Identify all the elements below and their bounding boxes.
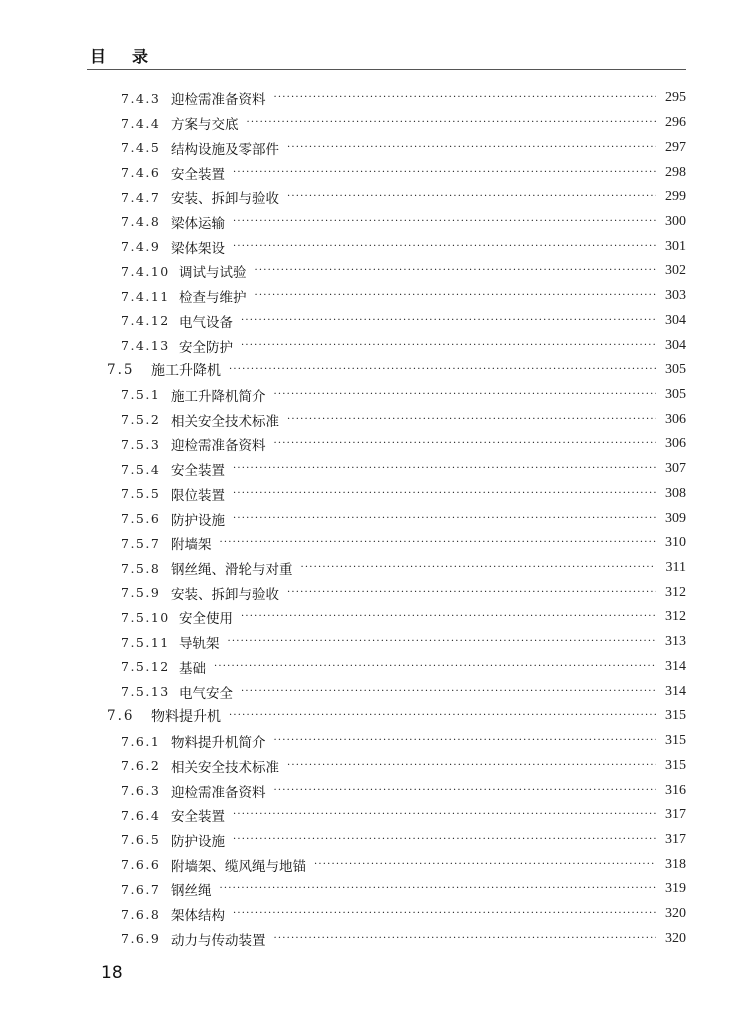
toc-entry-page: 312: [665, 609, 686, 625]
toc-subsection-entry[interactable]: [121, 432, 686, 457]
toc-entry-page: 303: [665, 288, 686, 304]
dot-leader: [287, 143, 656, 153]
toc-subsection-entry[interactable]: [121, 333, 686, 358]
toc-entry-number: 7.6.7: [121, 881, 161, 897]
toc-entry-title: 架体结构: [171, 908, 225, 925]
dot-leader: [228, 637, 657, 647]
dot-leader: [274, 439, 657, 449]
toc-entry-title: 附墙架、缆风绳与地锚: [171, 858, 306, 875]
toc-subsection-entry[interactable]: [121, 111, 686, 136]
toc-entry-number: 7.5.10: [121, 609, 170, 625]
toc-entry-number: 7.6.1: [121, 733, 161, 749]
toc-entry-title: 附墙架: [171, 537, 212, 554]
toc-entry-page: 320: [665, 906, 686, 922]
toc-subsection-entry[interactable]: [121, 753, 686, 778]
dot-leader: [255, 291, 657, 301]
toc-entry-title: 物料提升机: [151, 709, 221, 726]
toc-entry-title: 迎检需准备资料: [171, 784, 266, 801]
toc-subsection-entry[interactable]: [121, 630, 686, 655]
toc-entry-page: 317: [665, 831, 686, 847]
dot-leader: [241, 316, 656, 326]
dot-leader: [287, 192, 656, 202]
dot-leader: [241, 341, 656, 351]
toc-subsection-entry[interactable]: [121, 284, 686, 309]
toc-section-entry[interactable]: [107, 704, 686, 729]
toc-entry-page: 317: [665, 807, 686, 823]
toc-entry-number: 7.6.4: [121, 807, 161, 823]
toc-subsection-entry[interactable]: [121, 531, 686, 556]
toc-entry-page: 300: [665, 213, 686, 229]
toc-subsection-entry[interactable]: [121, 383, 686, 408]
dot-leader: [220, 538, 657, 548]
dot-leader: [220, 884, 657, 894]
toc-entry-number: 7.5.6: [121, 511, 161, 527]
toc-entry-number: 7.6.3: [121, 783, 161, 798]
toc-subsection-entry[interactable]: [121, 86, 686, 111]
toc-entry-number: 7.5.2: [121, 412, 161, 428]
toc-entry-number: 7.4.11: [121, 288, 170, 304]
toc-entry-number: 7.4.4: [121, 115, 161, 131]
toc-entry-title: 调试与试验: [179, 265, 247, 282]
toc-entry-number: 7.4.10: [121, 263, 170, 279]
dot-leader: [301, 563, 657, 573]
toc-entry-number: 7.4.13: [121, 338, 170, 354]
toc-subsection-entry[interactable]: [121, 778, 686, 803]
toc-subsection-entry[interactable]: [121, 135, 686, 160]
toc-entry-page: 318: [665, 856, 686, 872]
toc-entry-number: 7.6.5: [121, 832, 161, 848]
toc-entry-number: 7.4.9: [121, 239, 161, 255]
toc-subsection-entry[interactable]: [121, 308, 686, 333]
toc-entry-page: 314: [665, 683, 686, 699]
toc-entry-title: 动力与传动装置: [171, 932, 266, 949]
toc-entry-page: 304: [665, 312, 686, 328]
toc-entry-number: 7.5.9: [121, 585, 161, 601]
toc-subsection-entry[interactable]: [121, 926, 686, 951]
toc-entry-page: 315: [665, 757, 686, 773]
toc-entry-number: 7.6.9: [121, 931, 161, 947]
toc-entry-title: 钢丝绳: [171, 883, 212, 900]
toc-entry-page: 309: [665, 510, 686, 526]
toc-entry-page: 297: [665, 139, 686, 155]
toc-entry-number: 7.6.8: [121, 906, 161, 922]
toc-entry-number: 7.5.1: [121, 387, 161, 403]
toc-subsection-entry[interactable]: [121, 580, 686, 605]
toc-entry-page: 302: [665, 263, 686, 279]
toc-entry-title: 施工升降机简介: [171, 388, 266, 405]
toc-entry-title: 安全防护: [179, 339, 233, 356]
toc-subsection-entry[interactable]: [121, 160, 686, 185]
toc-entry-page: 306: [665, 411, 686, 427]
toc-entry-title: 相关安全技术标准: [171, 759, 279, 776]
toc-entry-page: 316: [665, 782, 686, 798]
dot-leader: [255, 266, 657, 276]
dot-leader: [241, 612, 656, 622]
toc-entry-number: 7.5.12: [121, 659, 170, 675]
toc-subsection-entry[interactable]: [121, 828, 686, 853]
toc-subsection-entry[interactable]: [121, 506, 686, 531]
toc-subsection-entry[interactable]: [121, 605, 686, 630]
dot-leader: [314, 860, 656, 870]
dot-leader: [233, 168, 656, 178]
toc-entry-page: 299: [665, 189, 686, 205]
toc-entry-page: 311: [665, 560, 686, 576]
dot-leader: [247, 118, 657, 128]
toc-entry-title: 迎检需准备资料: [171, 92, 266, 109]
dot-leader: [241, 687, 656, 697]
toc-entry-number: 7.5.11: [121, 634, 170, 650]
toc-subsection-entry[interactable]: [121, 482, 686, 507]
toc-subsection-entry[interactable]: [121, 407, 686, 432]
dot-leader: [233, 242, 656, 252]
dot-leader: [233, 514, 656, 524]
toc-entry-number: 7.4.3: [121, 90, 161, 106]
toc-subsection-entry[interactable]: [121, 234, 686, 259]
toc-entry-title: 电气设备: [179, 314, 233, 331]
toc-subsection-entry[interactable]: [121, 729, 686, 754]
toc-entry-title: 梁体架设: [171, 240, 225, 257]
toc-entry-page: 314: [665, 658, 686, 674]
dot-leader: [233, 217, 656, 227]
toc-entry-title: 防护设施: [171, 512, 225, 529]
toc-entry-page: 315: [665, 733, 686, 749]
dot-leader: [274, 736, 657, 746]
page-number: 18: [101, 963, 123, 983]
toc-entry-number: 7.5.7: [121, 535, 161, 551]
toc-entry-title: 安装、拆卸与验收: [171, 191, 279, 208]
dot-leader: [229, 711, 656, 721]
dot-leader: [214, 662, 656, 672]
toc-entry-title: 物料提升机简介: [171, 735, 266, 752]
dot-leader: [274, 93, 657, 103]
dot-leader: [233, 489, 656, 499]
toc-entry-title: 施工升降机: [151, 363, 221, 380]
dot-leader: [287, 415, 656, 425]
toc-entry-page: 301: [665, 238, 686, 254]
toc-subsection-entry[interactable]: [121, 556, 686, 581]
toc-entry-page: 310: [665, 535, 686, 551]
toc-entry-number: 7.4.5: [121, 140, 161, 156]
toc-entry-page: 315: [665, 708, 686, 724]
toc-entry-title: 方案与交底: [171, 117, 239, 134]
toc-entry-number: 7.5.13: [121, 684, 170, 700]
toc-subsection-entry[interactable]: [121, 457, 686, 482]
toc-entry-number: 7.5.4: [121, 461, 161, 477]
toc-entry-number: 7.4.12: [121, 313, 170, 329]
toc-entry-number: 7.5: [107, 362, 135, 379]
dot-leader: [274, 786, 657, 796]
dot-leader: [233, 909, 656, 919]
toc-entry-title: 相关安全技术标准: [171, 413, 279, 430]
toc-entry-title: 电气安全: [179, 685, 233, 702]
toc-entry-title: 防护设施: [171, 833, 225, 850]
toc-entry-page: 305: [665, 362, 686, 378]
dot-leader: [287, 761, 656, 771]
toc-entry-title: 导轨架: [179, 636, 220, 653]
toc-entry-page: 320: [665, 930, 686, 946]
toc-entry-page: 298: [665, 164, 686, 180]
toc-entry-title: 梁体运输: [171, 215, 225, 232]
page-title: 目录: [90, 47, 175, 66]
toc-entry-title: 检查与维护: [179, 290, 247, 307]
toc-subsection-entry[interactable]: [121, 852, 686, 877]
dot-leader: [233, 464, 656, 474]
toc-entry-number: 7.6.6: [121, 857, 161, 873]
toc-subsection-entry[interactable]: [121, 902, 686, 927]
dot-leader: [229, 365, 656, 375]
toc-subsection-entry[interactable]: [121, 210, 686, 235]
toc-entry-page: 308: [665, 485, 686, 501]
toc-subsection-entry[interactable]: [121, 185, 686, 210]
toc-entry-page: 296: [665, 115, 686, 131]
toc-entry-number: 7.6.2: [121, 758, 161, 774]
dot-leader: [287, 588, 656, 598]
toc-entry-number: 7.5.5: [121, 486, 161, 502]
toc-entry-page: 319: [665, 881, 686, 897]
toc-entry-number: 7.4.6: [121, 165, 161, 180]
toc-entry-number: 7.6: [107, 708, 135, 725]
page-header: [90, 44, 686, 70]
toc-entry-page: 306: [665, 436, 686, 452]
toc-subsection-entry[interactable]: [121, 259, 686, 284]
toc-entry-number: 7.4.8: [121, 214, 161, 230]
toc-entry-page: 305: [665, 386, 686, 402]
toc-entry-number: 7.4.7: [121, 189, 161, 205]
toc-subsection-entry[interactable]: [121, 679, 686, 704]
toc-entry-page: 304: [665, 337, 686, 353]
dot-leader: [233, 835, 656, 845]
toc-entry-title: 钢丝绳、滑轮与对重: [171, 562, 293, 579]
toc-entry-page: 313: [665, 634, 686, 650]
toc-entry-title: 限位装置: [171, 487, 225, 504]
toc-section-entry[interactable]: [107, 358, 686, 383]
toc-subsection-entry[interactable]: [121, 655, 686, 680]
header-divider: [87, 69, 686, 70]
toc-entry-page: 312: [665, 584, 686, 600]
toc-entry-page: 307: [665, 461, 686, 477]
toc-entry-title: 结构设施及零部件: [171, 141, 279, 158]
dot-leader: [274, 390, 657, 400]
toc-subsection-entry[interactable]: [121, 803, 686, 828]
toc-entry-title: 迎检需准备资料: [171, 438, 266, 455]
toc-entry-title: 基础: [179, 660, 206, 677]
toc-subsection-entry[interactable]: [121, 877, 686, 902]
dot-leader: [233, 810, 656, 820]
toc-entry-title: 安全使用: [179, 611, 233, 628]
toc-entry-title: 安全装置: [171, 463, 225, 480]
toc-entry-number: 7.5.8: [121, 560, 161, 576]
toc-entry-title: 安全装置: [171, 166, 225, 183]
toc-entry-page: 295: [665, 90, 686, 106]
dot-leader: [274, 934, 657, 944]
toc-entry-number: 7.5.3: [121, 436, 161, 452]
toc-entry-title: 安全装置: [171, 809, 225, 826]
toc-entry-title: 安装、拆卸与验收: [171, 586, 279, 603]
